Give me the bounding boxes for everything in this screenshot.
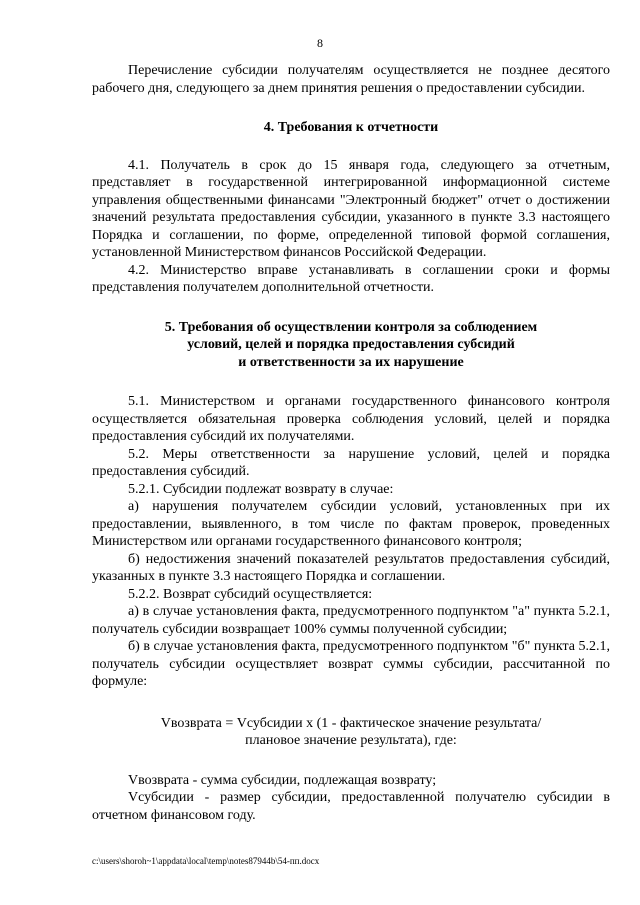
paragraph-5-2-1: 5.2.1. Субсидии подлежат возврату в случае: [128, 481, 394, 497]
formula-line-1: Vвозврата = Vсубсидии x (1 - фактическое значение результата/ [160, 715, 542, 731]
paragraph-5-2-2-a: а) в случае установления факта, предусмотренного подпунктом "а" пункта 5.2.1, получатель субсидии возвращает 100% суммы полученной субсидии; [92, 604, 610, 637]
formula [92, 715, 610, 750]
paragraph-v-vozvrata: Vвозврата - сумма субсидии, подлежащая возврату; [128, 772, 437, 788]
formula-line-2: плановое значение результата), где: [245, 733, 457, 748]
paragraph-5-2-1-a: а) нарушения получателем субсидии условий, установленных при их предоставлении, выявленного, в том числе по фактам проверок, проведенных Министерством или органами государственного финансового контроля; [92, 499, 610, 549]
section-5-title-line-3: и ответственности за их нарушение [238, 354, 464, 370]
paragraph-5-2-2-b: б) в случае установления факта, предусмотренного подпунктом "б" пункта 5.2.1, получатель субсидии осуществляет возврат суммы субсидии, рассчитанной по формуле: [92, 639, 610, 689]
paragraph-5-2-1-b: б) недостижения значений показателей результатов предоставления субсидий, указанных в пункте 3.3 настоящего Порядка и соглашении. [92, 551, 610, 584]
page-number: 8 [317, 36, 323, 50]
section-4-title: 4. Требования к отчетности [263, 120, 439, 135]
document-body [92, 62, 610, 824]
paragraph-5-2: 5.2. Меры ответственности за нарушение условий, целей и порядка предоставления субсидий. [92, 446, 610, 479]
paragraph-intro: Перечисление субсидии получателям осуществляется не позднее десятого рабочего дня, следующего за днем принятия решения о предоставлении субсидии. [92, 63, 610, 96]
section-5-title [92, 319, 610, 372]
paragraph-5-2-2: 5.2.2. Возврат субсидий осуществляется: [128, 586, 373, 602]
paragraph-5-1: 5.1. Министерством и органами государственного финансового контроля осуществляется обязательная проверка соблюдения условий, целей и порядка предоставления субсидий их получателями. [92, 394, 610, 444]
section-5-title-line-2: условий, целей и порядка предоставления субсидий [187, 337, 515, 352]
section-5-title-line-1: 5. Требования об осуществлении контроля за соблюдением [164, 319, 538, 335]
paragraph-v-subsidii: Vсубсидии - размер субсидии, предоставленной получателю субсидии в отчетном финансовом году. [92, 790, 610, 823]
paragraph-4-1: 4.1. Получатель в срок до 15 января года, следующего за отчетным, представляет в государственной интегрированной информационной системе управления общественными финансами "Электронный бюджет" отчет о достижении значений результата предоставления субсидии, указанного в пункте 3.3 настоящего Порядка и соглашении, по форме, определенной типовой формой соглашения, установленной Министерством финансов Российской Федерации. [92, 157, 610, 260]
footer-file-path: c:\users\shoroh~1\appdata\local\temp\notes87944b\54-пп.docx [92, 856, 320, 866]
paragraph-4-2: 4.2. Министерство вправе устанавливать в соглашении сроки и формы представления получателем дополнительной отчетности. [92, 262, 610, 295]
